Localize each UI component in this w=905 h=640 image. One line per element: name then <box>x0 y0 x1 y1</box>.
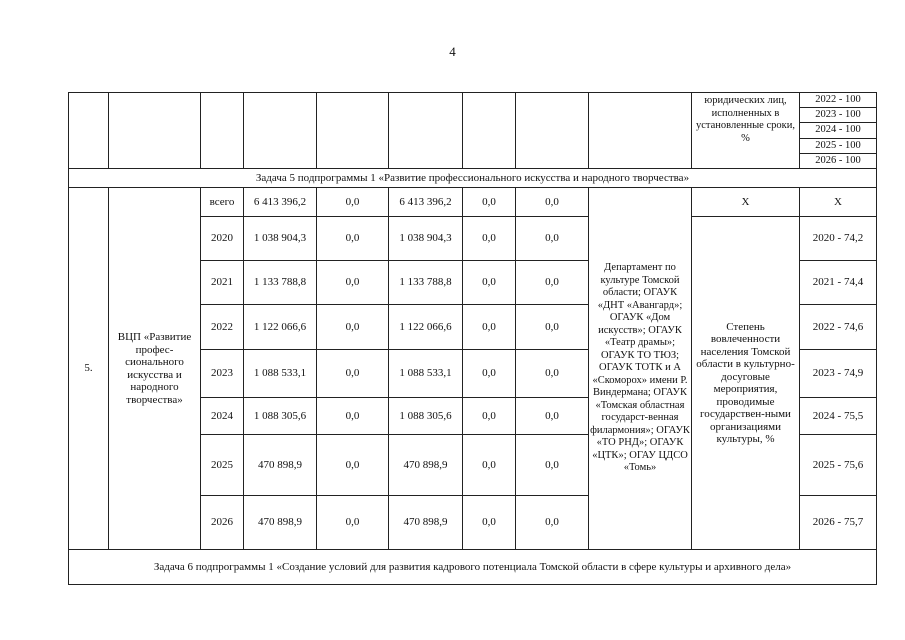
indicator-x: Х <box>692 188 800 217</box>
value-cell: 2024 - 75,5 <box>800 398 877 435</box>
federal-cell: 0,0 <box>317 350 389 398</box>
other-cell: 0,0 <box>516 496 589 550</box>
federal-cell: 0,0 <box>317 217 389 261</box>
regional-cell: 1 122 066,6 <box>389 305 463 350</box>
other-cell: 0,0 <box>516 435 589 496</box>
task5-heading: Задача 5 подпрограммы 1 «Развитие профессионального искусства и народного творчества» <box>69 169 877 188</box>
other-cell: 0,0 <box>516 305 589 350</box>
year-cell: всего <box>201 188 244 217</box>
top-continuation-row <box>69 93 877 169</box>
federal-cell: 0,0 <box>317 188 389 217</box>
other-cell: 0,0 <box>516 217 589 261</box>
other-cell: 0,0 <box>516 350 589 398</box>
regional-cell: 1 038 904,3 <box>389 217 463 261</box>
year-cell: 2021 <box>201 261 244 305</box>
local-cell: 0,0 <box>463 188 516 217</box>
federal-cell: 0,0 <box>317 261 389 305</box>
federal-cell: 0,0 <box>317 305 389 350</box>
total-cell: 1 088 533,1 <box>244 350 317 398</box>
top-value: 2026 - 100 <box>815 154 861 166</box>
year-cell: 2024 <box>201 398 244 435</box>
row-number: 5. <box>69 188 109 550</box>
year-cell: 2026 <box>201 496 244 550</box>
value-cell: 2021 - 74,4 <box>800 261 877 305</box>
program-table <box>68 92 877 585</box>
value-cell: 2026 - 75,7 <box>800 496 877 550</box>
regional-cell: 1 133 788,8 <box>389 261 463 305</box>
top-value: 2025 - 100 <box>800 138 876 153</box>
regional-cell: 1 088 533,1 <box>389 350 463 398</box>
total-cell: 1 133 788,8 <box>244 261 317 305</box>
year-row <box>69 188 877 217</box>
value-cell: 2022 - 74,6 <box>800 305 877 350</box>
local-cell: 0,0 <box>463 305 516 350</box>
value-cell: 2020 - 74,2 <box>800 217 877 261</box>
total-cell: 1 088 305,6 <box>244 398 317 435</box>
regional-cell: 470 898,9 <box>389 496 463 550</box>
regional-cell: 470 898,9 <box>389 435 463 496</box>
year-cell: 2020 <box>201 217 244 261</box>
top-value: 2023 - 100 <box>800 108 876 123</box>
executor-cell: Департамент по культуре Томской области; ОГАУК «ДНТ «Авангард»; ОГАУК «Дом искусств»; ОГАУК «Театр драмы»; ОГАУК ТО ТЮЗ; ОГАУК ТОТК и А «Скоморох» имени Р. Виндермана; ОГАУК «Томская областная государст-венная филармония»; ОГАУК «ТО РНД»; ОГАУК «ЦТК»; ОГАУ ЦДСО «Томь» <box>589 188 692 550</box>
task6-row <box>69 550 877 585</box>
year-cell: 2023 <box>201 350 244 398</box>
local-cell: 0,0 <box>463 496 516 550</box>
value-x: Х <box>800 188 877 217</box>
local-cell: 0,0 <box>463 435 516 496</box>
total-cell: 470 898,9 <box>244 435 317 496</box>
federal-cell: 0,0 <box>317 435 389 496</box>
regional-cell: 6 413 396,2 <box>389 188 463 217</box>
federal-cell: 0,0 <box>317 398 389 435</box>
top-indicator: юридических лиц, исполненных в установленные сроки, % <box>692 93 800 169</box>
other-cell: 0,0 <box>516 188 589 217</box>
top-values <box>800 93 876 168</box>
program-name: ВЦП «Развитие профес-сионального искусства и народного творчества» <box>109 188 201 550</box>
local-cell: 0,0 <box>463 350 516 398</box>
federal-cell: 0,0 <box>317 496 389 550</box>
indicator-cell: Степень вовлеченности населения Томской области в культурно-досуговые мероприятия, проводимые государствен-ными организациями культуры, % <box>692 217 800 550</box>
other-cell: 0,0 <box>516 398 589 435</box>
local-cell: 0,0 <box>463 261 516 305</box>
total-cell: 6 413 396,2 <box>244 188 317 217</box>
total-cell: 470 898,9 <box>244 496 317 550</box>
local-cell: 0,0 <box>463 217 516 261</box>
value-cell: 2023 - 74,9 <box>800 350 877 398</box>
top-value: 2022 - 100 <box>800 93 876 108</box>
regional-cell: 1 088 305,6 <box>389 398 463 435</box>
top-value: 2024 - 100 <box>800 123 876 138</box>
task5-row <box>69 169 877 188</box>
value-cell: 2025 - 75,6 <box>800 435 877 496</box>
year-cell: 2025 <box>201 435 244 496</box>
task6-heading: Задача 6 подпрограммы 1 «Создание условий для развития кадрового потенциала Томской области в сфере культуры и архивного дела» <box>69 550 877 585</box>
total-cell: 1 122 066,6 <box>244 305 317 350</box>
year-cell: 2022 <box>201 305 244 350</box>
other-cell: 0,0 <box>516 261 589 305</box>
page-number: 4 <box>449 44 456 59</box>
total-cell: 1 038 904,3 <box>244 217 317 261</box>
local-cell: 0,0 <box>463 398 516 435</box>
